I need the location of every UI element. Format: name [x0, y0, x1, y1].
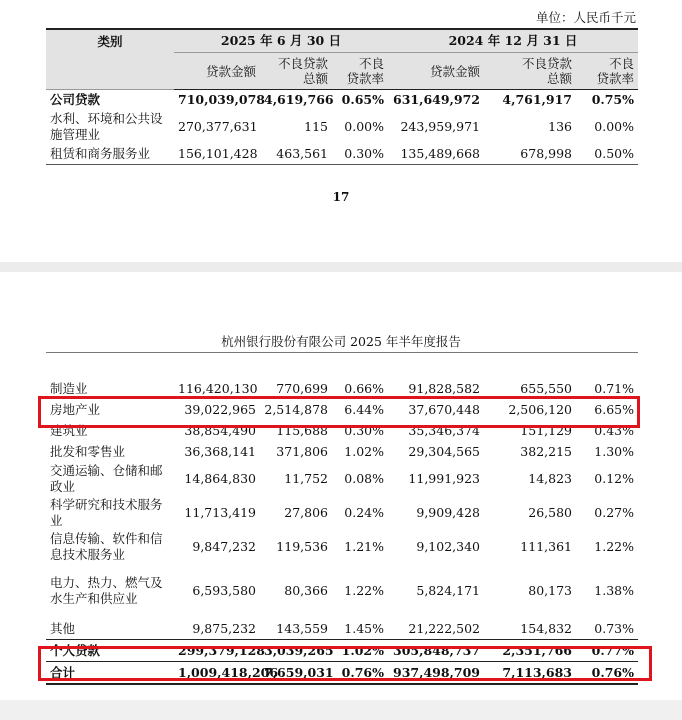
- table-cell: 39,022,965: [184, 401, 256, 417]
- table-cell: 1.22%: [344, 583, 384, 598]
- table-cell: 154,832: [520, 620, 572, 636]
- table-cell: 0.27%: [594, 505, 634, 520]
- table-cell: 14,864,830: [184, 471, 256, 486]
- table-cell: 91,828,582: [408, 380, 480, 396]
- table-cell: 0.76%: [591, 664, 634, 680]
- table-cell: 21,222,502: [408, 620, 480, 636]
- table-cell: 0.76%: [341, 664, 384, 680]
- category-header: 类别: [46, 29, 174, 90]
- table-cell: 6.44%: [344, 401, 384, 417]
- table-row: [46, 530, 638, 564]
- table-cell: 115: [304, 119, 328, 134]
- table-cell: 35,346,374: [408, 422, 480, 438]
- loan-quality-table-part1: [46, 28, 638, 165]
- table-cell: 0.08%: [344, 471, 384, 486]
- table-cell: 151,129: [520, 422, 572, 438]
- table-cell: 7,659,031: [264, 664, 334, 680]
- table-cell: 36,368,141: [184, 443, 256, 459]
- unit-label: 单位：人民币千元: [535, 10, 636, 25]
- table-cell: 2,506,120: [508, 401, 572, 417]
- table-cell: 1,009,418,206: [178, 664, 279, 680]
- table-cell: 29,304,565: [408, 443, 480, 459]
- table-cell: 37,670,448: [408, 401, 480, 417]
- table-cell: 111,361: [520, 539, 572, 554]
- table-cell: 7,113,683: [502, 664, 572, 680]
- table-cell: 371,806: [276, 443, 328, 459]
- table-cell: 1.02%: [341, 642, 384, 658]
- table-cell: 11,713,419: [184, 505, 256, 520]
- table-cell: 631,649,972: [393, 92, 480, 107]
- table-cell: 243,959,971: [400, 119, 480, 134]
- table-cell: 0.30%: [344, 422, 384, 438]
- page-separator: [0, 262, 682, 272]
- header-row-periods: [46, 29, 638, 53]
- table-cell: 116,420,130: [178, 380, 258, 396]
- table-cell: 382,215: [520, 443, 572, 459]
- period2-header: 2024 年 12 月 31 日: [388, 29, 638, 53]
- table-cell: 119,536: [276, 539, 328, 554]
- table-cell: 270,377,631: [178, 119, 258, 134]
- table-cell: 135,489,668: [400, 146, 480, 161]
- row-label: 个人贷款: [50, 642, 101, 658]
- table-cell: 80,366: [284, 583, 328, 598]
- header-rule: [46, 352, 638, 353]
- table-row: [46, 564, 638, 618]
- loan-amount-header: 贷款金额: [205, 63, 256, 79]
- row-label: 信息传输、软件和信息技术服务业: [50, 531, 163, 562]
- table-cell: 2,351,766: [502, 642, 572, 658]
- table-row: [46, 90, 638, 111]
- row-label: 制造业: [50, 380, 88, 396]
- table-cell: 2,514,878: [264, 401, 328, 417]
- table-cell: 26,580: [528, 505, 572, 520]
- table-cell: 1.22%: [594, 539, 634, 554]
- table-cell: 0.50%: [594, 146, 635, 161]
- table-cell: 0.65%: [341, 92, 384, 107]
- table-cell: 136: [548, 119, 572, 134]
- table-cell: 27,806: [284, 505, 328, 520]
- table-cell: 1.45%: [344, 620, 384, 636]
- table-cell: 299,379,128: [178, 642, 265, 658]
- bottom-strip: [0, 700, 682, 720]
- table-row: [46, 462, 638, 496]
- table-cell: 9,909,428: [416, 505, 480, 520]
- report-page-top: [0, 0, 682, 262]
- table-cell: 115,688: [276, 422, 328, 438]
- row-label: 合计: [50, 664, 76, 680]
- table-cell: 14,823: [528, 471, 572, 486]
- table-cell: 6,593,580: [192, 583, 256, 598]
- table-cell: 11,991,923: [408, 471, 480, 486]
- row-label: 交通运输、仓储和邮政业: [50, 463, 163, 494]
- table-cell: 9,847,232: [192, 539, 256, 554]
- row-label: 租赁和商务服务业: [50, 146, 151, 161]
- row-label: 房地产业: [50, 401, 101, 417]
- table-cell: 0.24%: [344, 505, 384, 520]
- table-cell: 9,102,340: [416, 539, 480, 554]
- row-label: 批发和零售业: [50, 443, 126, 459]
- table-cell: 1.38%: [594, 583, 634, 598]
- table-cell: 4,761,917: [502, 92, 572, 107]
- table-row: [46, 496, 638, 530]
- table-cell: 3,039,265: [264, 642, 334, 658]
- row-label: 水利、环境和公共设施管理业: [50, 111, 163, 142]
- table-cell: 305,848,737: [393, 642, 480, 658]
- npl-total-header: 不良贷款 总额: [521, 56, 572, 86]
- report-page-bottom: [0, 272, 682, 720]
- table-cell: 678,998: [520, 146, 572, 161]
- table-row: [46, 110, 638, 144]
- table-cell: 1.30%: [594, 443, 634, 459]
- npl-total-header: 不良贷款 总额: [277, 56, 328, 86]
- table-cell: 0.00%: [344, 119, 384, 134]
- table-cell: 6.65%: [594, 401, 634, 417]
- table-cell: 0.73%: [594, 620, 634, 636]
- table-cell: 770,699: [276, 380, 328, 396]
- table-row: [46, 144, 638, 165]
- table-cell: 143,559: [276, 620, 328, 636]
- table-cell: 937,498,709: [393, 664, 480, 680]
- table-cell: 80,173: [528, 583, 572, 598]
- table-cell: 0.66%: [344, 380, 384, 396]
- table-cell: 11,752: [284, 471, 328, 486]
- table-cell: 710,039,078: [178, 92, 265, 107]
- table-cell: 0.12%: [594, 471, 634, 486]
- table-cell: 0.43%: [594, 422, 634, 438]
- table-row: [46, 618, 638, 640]
- highlight-box-real-estate: [38, 396, 640, 428]
- row-label: 其他: [50, 620, 76, 636]
- table-cell: 9,875,232: [192, 620, 256, 636]
- table-cell: 0.30%: [344, 146, 384, 161]
- period1-header: 2025 年 6 月 30 日: [174, 29, 388, 53]
- table-cell: 38,854,490: [184, 422, 256, 438]
- table-cell: 156,101,428: [178, 146, 258, 161]
- table-cell: 1.21%: [344, 539, 384, 554]
- row-label: 建筑业: [50, 422, 88, 438]
- row-label: 电力、热力、燃气及水生产和供应业: [50, 575, 163, 606]
- row-label: 科学研究和技术服务业: [50, 497, 163, 528]
- table-cell: 0.00%: [594, 119, 635, 134]
- npl-ratio-header: 不良 贷款率: [596, 56, 635, 86]
- table-cell: 0.71%: [594, 380, 634, 396]
- table-cell: 463,561: [276, 146, 328, 161]
- row-label: 公司贷款: [50, 92, 101, 107]
- table-cell: 655,550: [520, 380, 572, 396]
- table-cell: 1.02%: [344, 443, 384, 459]
- report-title: 杭州银行股份有限公司 2025 年半年度报告: [221, 334, 461, 349]
- table-cell: 0.77%: [591, 642, 634, 658]
- npl-ratio-header: 不良 贷款率: [346, 56, 384, 86]
- table-cell: 5,824,171: [416, 583, 480, 598]
- highlight-box-personal-loans: [38, 646, 652, 681]
- table-row: [46, 441, 638, 462]
- table-cell: 0.75%: [591, 92, 635, 107]
- table-cell: 4,619,766: [264, 92, 334, 107]
- page-number: 17: [332, 190, 350, 204]
- loan-amount-header: 贷款金额: [429, 63, 480, 79]
